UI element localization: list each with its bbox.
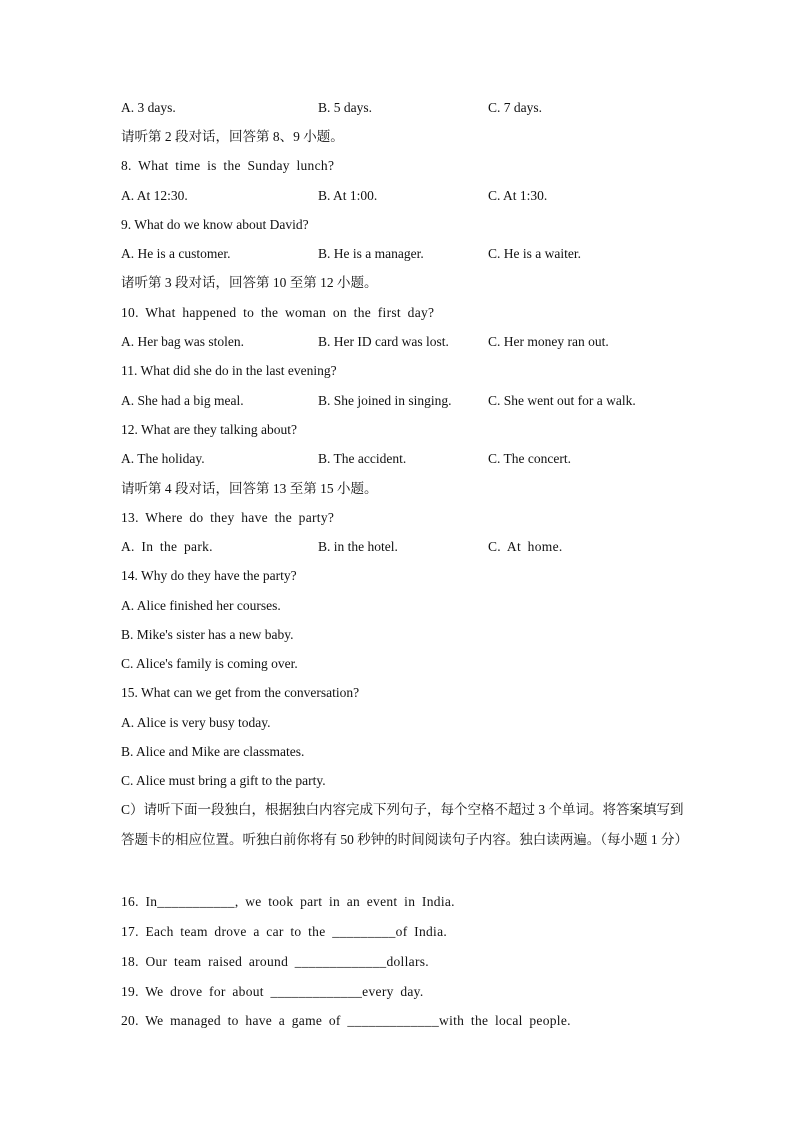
option-a: A. He is a customer. <box>121 246 231 261</box>
question-17: 17. Each team drove a car to the _________of India. <box>121 924 448 939</box>
option-a: A. At 12:30. <box>121 188 188 203</box>
option-a: A. She had a big meal. <box>121 393 244 408</box>
option-b: B. She joined in singing. <box>318 393 452 408</box>
question-15-option-b: B. Alice and Mike are classmates. <box>121 744 305 759</box>
question-14-option-c: C. Alice's family is coming over. <box>121 656 298 671</box>
part-c-instruction: C）请听下面一段独白，根据独白内容完成下列句子，每个空格不超过 3 个单词。将答案填写到答题卡的相应位置。听独白前你将有 50 秒钟的时间阅读句子内容。独白读两遍。（每小题 1 分） <box>121 802 688 847</box>
question-15: 15. What can we get from the conversation? <box>121 685 360 700</box>
option-c: C. He is a waiter. <box>488 246 581 261</box>
option-a: A. Her bag was stolen. <box>121 334 244 349</box>
option-b: B. He is a manager. <box>318 246 424 261</box>
question-13: 13. Where do they have the party? <box>121 510 335 525</box>
section-2-instruction: 请听第 2 段对话，回答第 8、9 小题。 <box>121 129 344 144</box>
answer-options-row-q9 <box>0 245 800 263</box>
option-b: B. Her ID card was lost. <box>318 334 449 349</box>
answer-options-row-q12 <box>0 450 800 468</box>
section-4-instruction: 请听第 4 段对话，回答第 13 至第 15 小题。 <box>121 481 378 496</box>
question-14-option-a: A. Alice finished her courses. <box>121 598 281 613</box>
option-a: A. 3 days. <box>121 100 176 115</box>
option-b: B. At 1:00. <box>318 188 378 203</box>
answer-options-row-q10 <box>0 333 800 351</box>
answer-options-row-q7 <box>0 99 800 117</box>
question-10: 10. What happened to the woman on the first day? <box>121 305 435 320</box>
question-16: 16. In___________, we took part in an event in India. <box>121 894 455 909</box>
option-c: C. At 1:30. <box>488 188 548 203</box>
question-14-option-b: B. Mike's sister has a new baby. <box>121 627 294 642</box>
option-c: C. The concert. <box>488 451 571 466</box>
answer-options-row-q11 <box>0 392 800 410</box>
option-b: B. in the hotel. <box>318 539 398 554</box>
question-14: 14. Why do they have the party? <box>121 568 297 583</box>
answer-options-row-q13 <box>0 538 800 556</box>
question-15-option-a: A. Alice is very busy today. <box>121 715 271 730</box>
option-c: C. At home. <box>488 539 563 554</box>
option-b: B. The accident. <box>318 451 407 466</box>
question-18: 18. Our team raised around _____________dollars. <box>121 954 429 969</box>
question-15-option-c: C. Alice must bring a gift to the party. <box>121 773 326 788</box>
option-c: C. She went out for a walk. <box>488 393 636 408</box>
option-a: A. The holiday. <box>121 451 205 466</box>
question-12: 12. What are they talking about? <box>121 422 297 437</box>
answer-options-row-q8 <box>0 187 800 205</box>
section-3-instruction: 诸听第 3 段对话，回答第 10 至第 12 小题。 <box>121 275 378 290</box>
option-b: B. 5 days. <box>318 100 372 115</box>
question-8: 8. What time is the Sunday lunch? <box>121 158 335 173</box>
question-9: 9. What do we know about David? <box>121 217 309 232</box>
question-19: 19. We drove for about _____________every day. <box>121 984 424 999</box>
question-11: 11. What did she do in the last evening? <box>121 363 337 378</box>
option-c: C. 7 days. <box>488 100 542 115</box>
option-a: A. In the park. <box>121 539 213 554</box>
question-20: 20. We managed to have a game of _____________with the local people. <box>121 1013 571 1028</box>
option-c: C. Her money ran out. <box>488 334 609 349</box>
